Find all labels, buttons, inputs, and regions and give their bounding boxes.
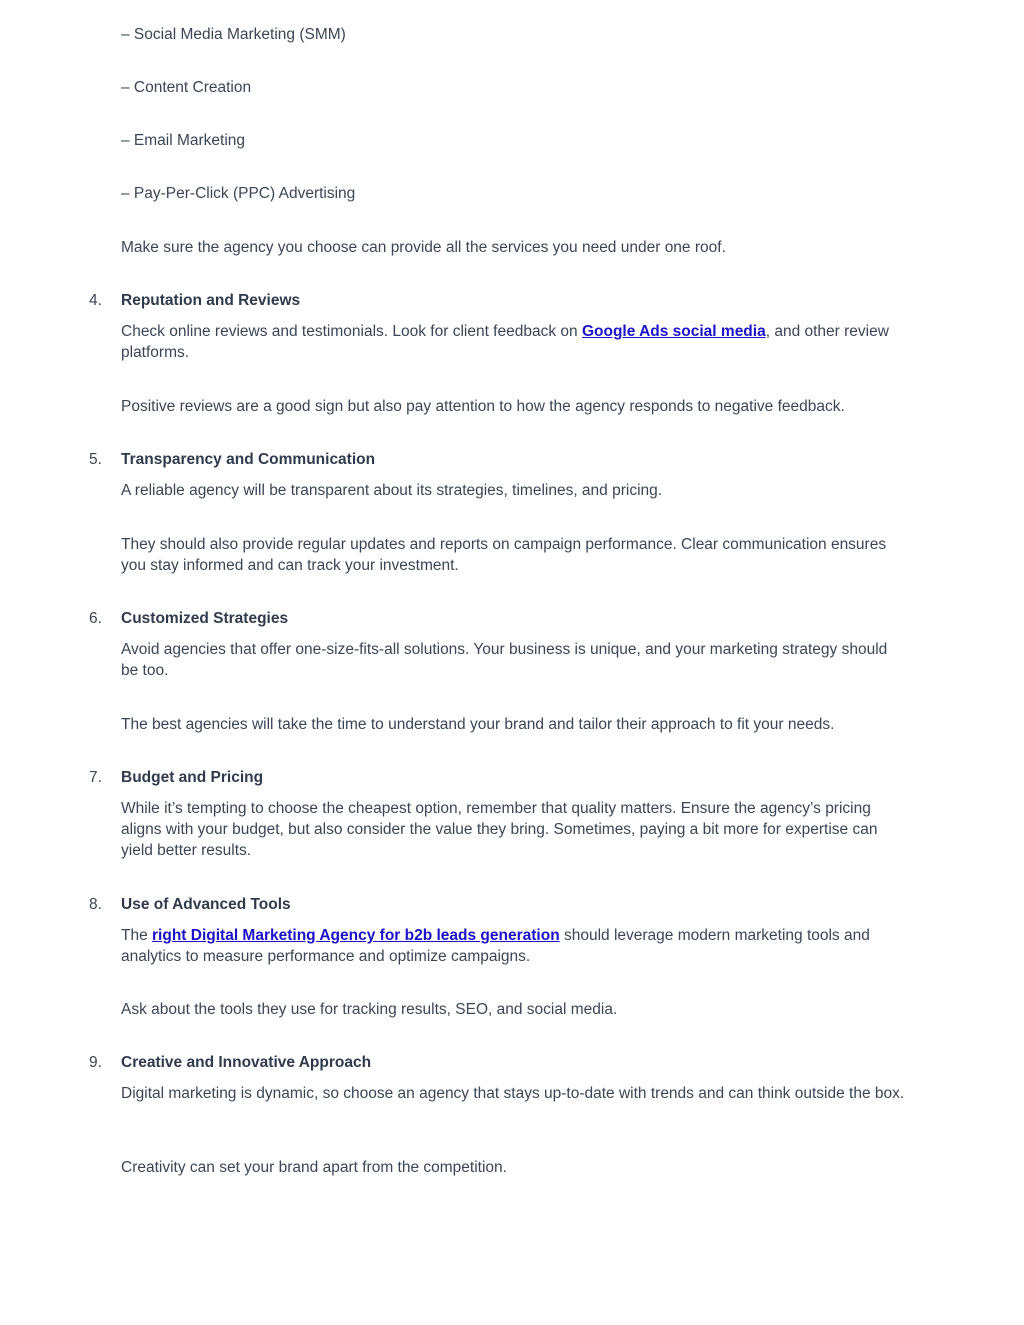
section-heading-creative: Creative and Innovative Approach: [121, 1054, 372, 1071]
paragraph-text: The: [121, 927, 153, 944]
section-heading-customized: Customized Strategies: [121, 610, 289, 627]
service-item-ppc: – Pay-Per-Click (PPC) Advertising: [121, 185, 356, 202]
service-item-email-marketing: – Email Marketing: [121, 132, 246, 149]
section-paragraph: Ask about the tools they use for tracking results, SEO, and social media.: [121, 1001, 618, 1018]
google-ads-social-media-link[interactable]: Google Ads social media: [581, 323, 766, 340]
paragraph-text: , and other review platforms.: [121, 323, 889, 361]
section-heading-reputation: Reputation and Reviews: [121, 292, 301, 309]
services-note: Make sure the agency you choose can provide all the services you need under one roof.: [121, 239, 726, 256]
section-paragraph: Positive reviews are a good sign but also pay attention to how the agency responds to negative feedback.: [121, 398, 845, 415]
list-number: 6.: [89, 610, 102, 627]
section-paragraph: The best agencies will take the time to understand your brand and tailor their approach to fit your needs.: [121, 716, 835, 733]
list-number: 8.: [89, 896, 102, 913]
list-number: 9.: [89, 1054, 102, 1071]
section-paragraph: Avoid agencies that offer one-size-fits-all solutions. Your business is unique, and your marketing strategy should be too.: [121, 641, 888, 679]
list-number: 7.: [89, 769, 102, 786]
section-paragraph: A reliable agency will be transparent about its strategies, timelines, and pricing.: [121, 482, 663, 499]
paragraph-text: should leverage modern marketing tools and analytics to measure performance and optimize campaigns.: [121, 927, 870, 965]
section-paragraph: [121, 321, 906, 363]
section-paragraph: Creativity can set your brand apart from the competition.: [121, 1159, 507, 1176]
section-heading-transparency: Transparency and Communication: [121, 451, 376, 468]
service-item-content-creation: – Content Creation: [121, 79, 252, 96]
section-paragraph: They should also provide regular updates and reports on campaign performance. Clear communication ensures you stay informed and can track your investment.: [121, 536, 887, 574]
section-paragraph: Digital marketing is dynamic, so choose an agency that stays up-to-date with trends and can think outside the box.: [121, 1085, 905, 1102]
section-paragraph: [121, 925, 906, 967]
list-number: 4.: [89, 292, 102, 309]
section-paragraph: While it’s tempting to choose the cheapest option, remember that quality matters. Ensure the agency’s pricing aligns with your budget, but also consider the value they bring. Sometimes, paying a bit more for expertise can yield better results.: [121, 800, 878, 859]
section-heading-budget: Budget and Pricing: [121, 769, 264, 786]
service-item-smm: – Social Media Marketing (SMM): [121, 26, 346, 43]
list-number: 5.: [89, 451, 102, 468]
section-heading-tools: Use of Advanced Tools: [121, 896, 291, 913]
paragraph-text: Check online reviews and testimonials. Look for client feedback on: [121, 323, 582, 340]
b2b-leads-agency-link[interactable]: right Digital Marketing Agency for b2b leads generation: [152, 927, 560, 944]
